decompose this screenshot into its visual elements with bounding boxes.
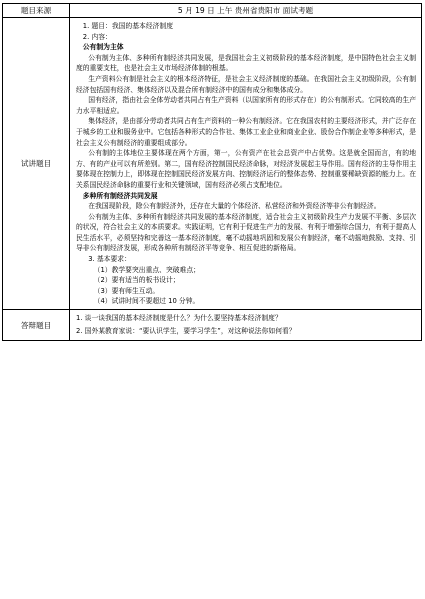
answer-content-cell bbox=[70, 310, 422, 341]
paragraph-4: 集体经济，是由部分劳动者共同占有生产资料的一种公有制经济。它在我国农村的主要经济形式，并广泛存在于城乡的工业和服务业中。它包括各种形式的合作社、集体工业企业和商业企业、股份合作制企业等多种形式，是社会主义公有制经济的重要组成部分。 bbox=[76, 117, 416, 147]
answer-row bbox=[3, 310, 422, 341]
requirement-4: （4）试讲时间不要超过 10 分钟。 bbox=[93, 297, 200, 306]
paragraph-2: 生产资料公有制是社会主义的根本经济特征，是社会主义经济制度的基础。在我国社会主义初级阶段，公有制经济包括国有经济、集体经济以及混合所有制经济中的国有成分和集体成分。 bbox=[76, 74, 416, 94]
paragraph-6: 在我国现阶段，除公有制经济外，还存在大量的个体经济、私营经济和外资经济等非公有制经济。 bbox=[88, 202, 381, 211]
lecture-content-line: 2. 内容： bbox=[82, 32, 112, 41]
lecture-content bbox=[70, 18, 421, 309]
paragraph-3: 国有经济，指由社会全体劳动者共同占有生产资料（以国家所有的形式存在）的公有制形式。它同较高的生产力水平相适应。 bbox=[76, 96, 416, 115]
answer-question-2: 2. 国外某教育家说：“要认识学生，要学习学生”，对这种说法你如何看？ bbox=[76, 327, 296, 336]
requirements-heading: 3. 基本要求： bbox=[88, 255, 131, 264]
requirement-1: （1）教学要突出重点、突破难点； bbox=[93, 265, 200, 274]
lecture-title-line: 1. 题目：我国的基本经济制度 bbox=[82, 22, 174, 30]
paragraph-1: 公有制为主体、多种所有制经济共同发展，是我国社会主义初级阶段的基本经济制度，是中国特色社会主义制度的重要支柱，也是社会主义市场经济体制的根基。 bbox=[76, 53, 416, 73]
lecture-content-cell bbox=[70, 18, 422, 310]
answer-label: 答辩题目 bbox=[3, 310, 70, 341]
source-row bbox=[3, 4, 422, 18]
paragraph-5: 公有制的主体地位主要体现在两个方面，第一，公有资产在社会总资产中占优势。这是就全国而言，有的地方、有的产业可以有所差别。第二，国有经济控制国民经济命脉，对经济发展起主导作用。国有经济的主导作用主要体现在控制力上，即体现在控制国民经济发展方向、控制经济运行的整体态势、控制重要稀缺资源的能力上。在关系国民经济命脉的重要行业和关键领域，国有经济必须占支配地位。 bbox=[76, 149, 416, 189]
requirement-3: （3）要有师生互动。 bbox=[93, 286, 160, 295]
source-label: 题目来源 bbox=[3, 4, 70, 18]
exam-table bbox=[2, 3, 422, 341]
requirement-2: （2）要有适当的板书设计； bbox=[93, 276, 180, 285]
source-value: 5 月 19 日 上午 贵州省贵阳市 面试考题 bbox=[70, 4, 422, 18]
answer-question-1: 1. 谈一谈我国的基本经济制度是什么？为什么要坚持基本经济制度？ bbox=[76, 314, 282, 323]
section-heading-public-ownership: 公有制为主体 bbox=[82, 43, 124, 52]
answer-content bbox=[70, 310, 421, 340]
paragraph-7: 公有制为主体、多种所有制经济共同发展的基本经济制度，适合社会主义初级阶段生产力发展不平衡、多层次的状况，符合社会主义的本质要求。实践证明，它有利于促进生产力的发展、有利于增强综合国力，有利于提高人民生活水平，必须坚持和完善这一基本经济制度，毫不动摇地巩固和发展公有制经济，毫不动摇地鼓励、支持、引导非公有制经济发展，形成各种所有制经济平等竞争、相互促进的新格局。 bbox=[76, 212, 416, 253]
lecture-row bbox=[3, 18, 422, 310]
lecture-label: 试讲题目 bbox=[3, 18, 70, 310]
section-heading-multiple-ownership: 多种所有制经济共同发展 bbox=[82, 191, 158, 200]
